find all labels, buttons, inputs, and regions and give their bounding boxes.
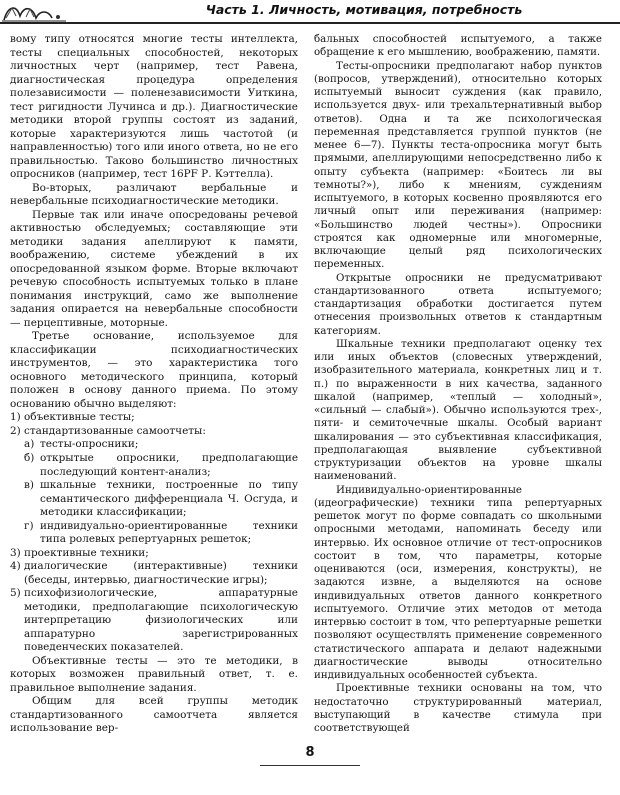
page-header	[0, 0, 620, 26]
list-item-text: проективные техники;	[24, 546, 149, 559]
list-item	[10, 520, 298, 547]
list-item-text: шкальные техники, построенные по типу семантического дифференциала Ч. Осгуда, и методики классификации;	[40, 479, 298, 519]
header-rule	[0, 22, 620, 24]
list-marker: г)	[24, 519, 34, 532]
list-item	[10, 587, 298, 655]
paragraph: Проективные техники основаны на том, что недостаточно структурированный материал, выступающий в качестве стимула при соответствующей	[314, 682, 602, 734]
page-number: 8	[305, 745, 315, 760]
list-item-text: тесты-опросники;	[40, 438, 139, 451]
list-item	[10, 411, 298, 425]
list-item-text: диалогические (интерактивные) техники (беседы, интервью, диагностические игры);	[24, 560, 298, 586]
list-item-text: открытые опросники, предполагающие последующий контент-анализ;	[40, 451, 298, 478]
list-marker: 1)	[10, 411, 21, 424]
left-column	[10, 33, 298, 736]
paragraph: Тесты-опросники предполагают набор пунктов (вопросов, утверждений), относительно которых испытуемый выносит суждения (как правило, используется двух- или трехальтернативный выбор ответов). Одна и та же психологическая переменная представляется группой пунктов (не менее 6—7). Пункты теста-опросника могут быть прямыми, апеллирующими непосредственно либо к опыту субъекта (например: «Боитесь ли вы темноты?»), либо к мнениям, суждениям испытуемого, в которых косвенно проявляются его личный опыт или переживания (например: «Большинство людей честны»). Опросники строятся как одномерные или многомерные, включающие целый ряд психологических переменных.	[314, 59, 602, 271]
paragraph: Объективные тесты — это те методики, в которых возможен правильный ответ, т. е. правильное выполнение задания.	[10, 654, 298, 694]
right-column	[314, 33, 602, 735]
paragraph: Шкальные техники предполагают оценку тех или иных объектов (словесных утверждений, изобразительного материала, конкретных лиц и т. п.) по выраженности в них качества, заданного шкалой (например, «теплый — холодный», «сильный — слабый»). Обычно используются трех-, пяти- и семиточечные шкалы. Особый вариант шкалирования — это субъективная классификация, предполагающая выявление субъективной структуризации объектов на уровне шкалы наименований.	[314, 337, 602, 483]
list-marker: 2)	[10, 424, 21, 437]
paragraph: Общим для всей группы методик стандартизованного самоотчета является использование вер-	[10, 695, 298, 735]
list-marker: 5)	[10, 587, 21, 600]
paragraph: Во-вторых, различают вербальные и невербальные психодиагностические методики.	[10, 181, 298, 208]
list-item	[10, 438, 298, 452]
list-item	[10, 479, 298, 520]
list-marker: 3)	[10, 546, 21, 559]
list-marker: а)	[24, 438, 35, 451]
paragraph: Первые так или иначе опосредованы речевой активностью обследуемых; составляющие эти методики задания апеллируют к памяти, воображению, системе убеждений в их опосредованной языком форме. Вторые включают речевую способность испытуемых только в плане понимания инструкций, само же выполнение задания опирается на невербальные способности — перцептивные, моторные.	[10, 208, 298, 329]
list-item-text: стандартизованные самоотчеты:	[24, 424, 206, 437]
paragraph: Открытые опросники не предусматривают стандартизованного ответа испытуемого; стандартизация обработки достигается путем отнесения произвольных ответов к стандартным категориям.	[314, 271, 602, 337]
paragraph: Третье основание, используемое для классификации психодиагностических инструментов, — это характеристика того основного методического принципа, который положен в основу данного приема. По этому основанию обычно выделяют:	[10, 330, 298, 410]
paragraph: бальных способностей испытуемого, а также обращение к его мышлению, воображению, памяти.	[314, 33, 602, 59]
list-marker: б)	[24, 451, 35, 464]
list-item-text: объективные тесты;	[24, 411, 135, 424]
list-item-text: психофизиологические, аппаратурные методики, предполагающие психологическую интерпретацию физиологических или аппаратурно зарегистрированных поведенческих показателей.	[24, 587, 298, 654]
running-header-title: Часть 1. Личность, мотивация, потребность	[205, 2, 523, 17]
paragraph: Индивидуально-ориентированные (идеографические) техники типа репертуарных решеток могут по форме совпадать со школьными опросными методами, напоминать беседу или интервью. Их основное отличие от тест-опросников состоит в том, что параметры, которые оцениваются (оси, измерения, конструкты), не задаются извне, а выделяются на основе индивидуальных ответов данного конкретного испытуемого. Отличие этих методов от метода интервью состоит в том, что репертуарные решетки позволяют осуществлять применение современного статистического аппарата и делают надежными диагностические выводы относительно индивидуальных особенностей субъекта.	[314, 483, 602, 681]
list-item	[10, 425, 298, 439]
list-item	[10, 452, 298, 479]
list-item-text: индивидуально-ориентированные техники типа ролевых репертуарных решеток;	[40, 519, 298, 546]
list-item	[10, 560, 298, 587]
footer-rule	[260, 765, 360, 766]
header-ornament-icon	[2, 2, 66, 22]
list-marker: в)	[24, 479, 34, 492]
list-item	[10, 547, 298, 561]
paragraph: вому типу относятся многие тесты интеллекта, тесты специальных способностей, некоторых личностных черт (например, тест Равена, диагностическая процедура определения полезависимости — поленезависимости Уиткина, тест ригидности Лучинса и др.). Диагностические методики второй группы состоят из заданий, которые характеризуются лишь частотой (и направленностью) того или иного ответа, но не его правильностью. Таково большинство личностных опросников (например, тест 16PF Р. Кэттелла).	[10, 33, 298, 181]
list-marker: 4)	[10, 560, 21, 573]
